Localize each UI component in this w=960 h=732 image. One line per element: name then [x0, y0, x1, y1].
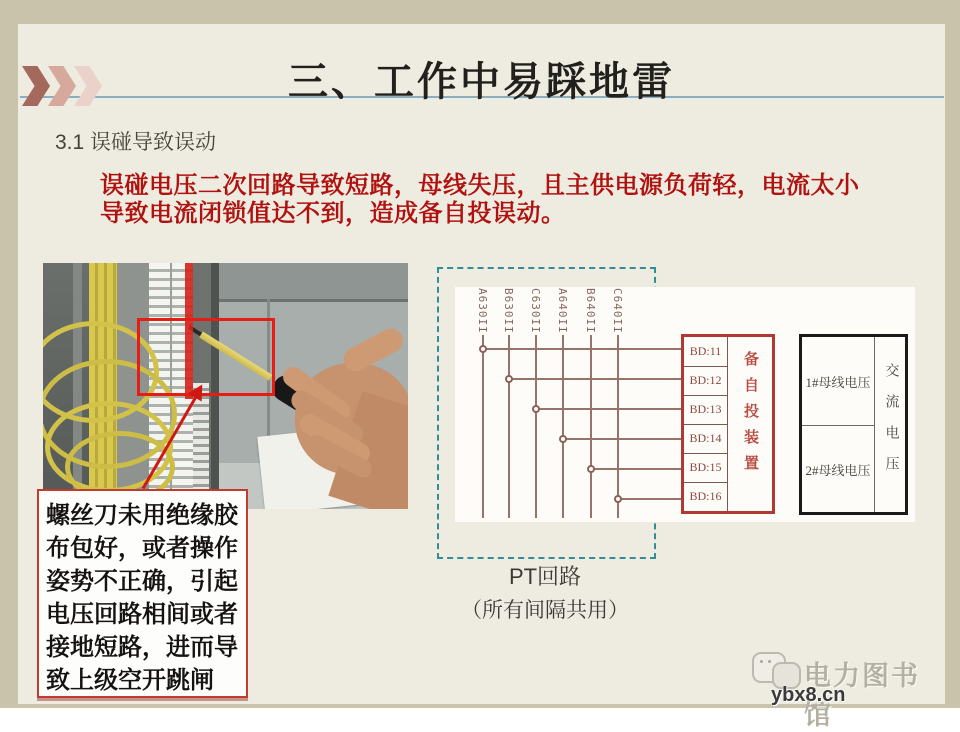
bzt-terminal-box	[681, 334, 775, 514]
bus-wire	[508, 335, 510, 518]
bus-label: A630II	[476, 288, 489, 334]
terminal-cell: BD:14	[684, 424, 728, 454]
terminal-cell: BD:13	[684, 395, 728, 425]
circuit-diagram	[455, 287, 915, 522]
warning-text-line1: 误碰电压二次回路导致短路，母线失压，且主供电源负荷轻，电流太小	[100, 172, 860, 199]
tap-wire	[566, 438, 681, 440]
bus-wire	[617, 335, 619, 518]
connection-node	[479, 345, 487, 353]
terminal-cell: BD:15	[684, 453, 728, 483]
bus-label: B640II	[584, 288, 597, 334]
tap-wire	[512, 378, 681, 380]
ac-voltage-side-label: 交流电压	[874, 337, 906, 512]
connection-node	[532, 405, 540, 413]
bus2-voltage-label: 2#母线电压	[805, 462, 871, 478]
caption-line1: PT回路	[508, 564, 582, 589]
bus-wire	[482, 335, 484, 518]
wechat-bubble-eye	[768, 660, 771, 663]
section-heading: 3.1 误碰导致误动	[55, 131, 217, 154]
bus-label: B630II	[502, 288, 515, 334]
bus-label: C640II	[611, 288, 624, 334]
ac-voltage-box	[799, 334, 908, 515]
red-annotation-rect	[137, 318, 275, 396]
caption-line2: （所有间隔共用）	[461, 599, 629, 622]
watermark-site-name: 电力图书馆	[804, 661, 920, 730]
connection-node	[614, 495, 622, 503]
bus-label: C630II	[529, 288, 542, 334]
bus-label: A640II	[556, 288, 569, 334]
note-box: 螺丝刀未用绝缘胶布包好，或者操作姿势不正确，引起电压回路相间或者接地短路，进而导致上级空开跳闸	[37, 489, 248, 698]
bus-wire	[562, 335, 564, 518]
terminal-cell: BD:12	[684, 366, 728, 396]
cabinet-photo	[43, 263, 408, 509]
watermark-site-url: ybx8.cn	[771, 684, 846, 706]
bus-wire	[590, 335, 592, 518]
bus1-voltage-label: 1#母线电压	[802, 337, 874, 426]
warning-text-line2: 导致电流闭锁值达不到，造成备自投误动。	[100, 200, 566, 227]
tap-wire	[594, 468, 681, 470]
diagram-caption	[425, 560, 665, 624]
bzt-device-label: 备自投装置	[742, 351, 758, 481]
wechat-bubble-eye	[760, 660, 763, 663]
slide	[18, 24, 945, 730]
photo-upper-panel	[219, 263, 408, 302]
connection-node	[587, 465, 595, 473]
tap-wire	[621, 498, 681, 500]
page-title: 三、工作中易踩地雷	[288, 60, 675, 104]
tap-wire	[539, 408, 681, 410]
terminal-cell: BD:16	[684, 482, 728, 511]
bus-wire	[535, 335, 537, 518]
terminal-cell: BD:11	[684, 337, 728, 367]
connection-node	[505, 375, 513, 383]
connection-node	[559, 435, 567, 443]
tap-wire	[486, 348, 681, 350]
